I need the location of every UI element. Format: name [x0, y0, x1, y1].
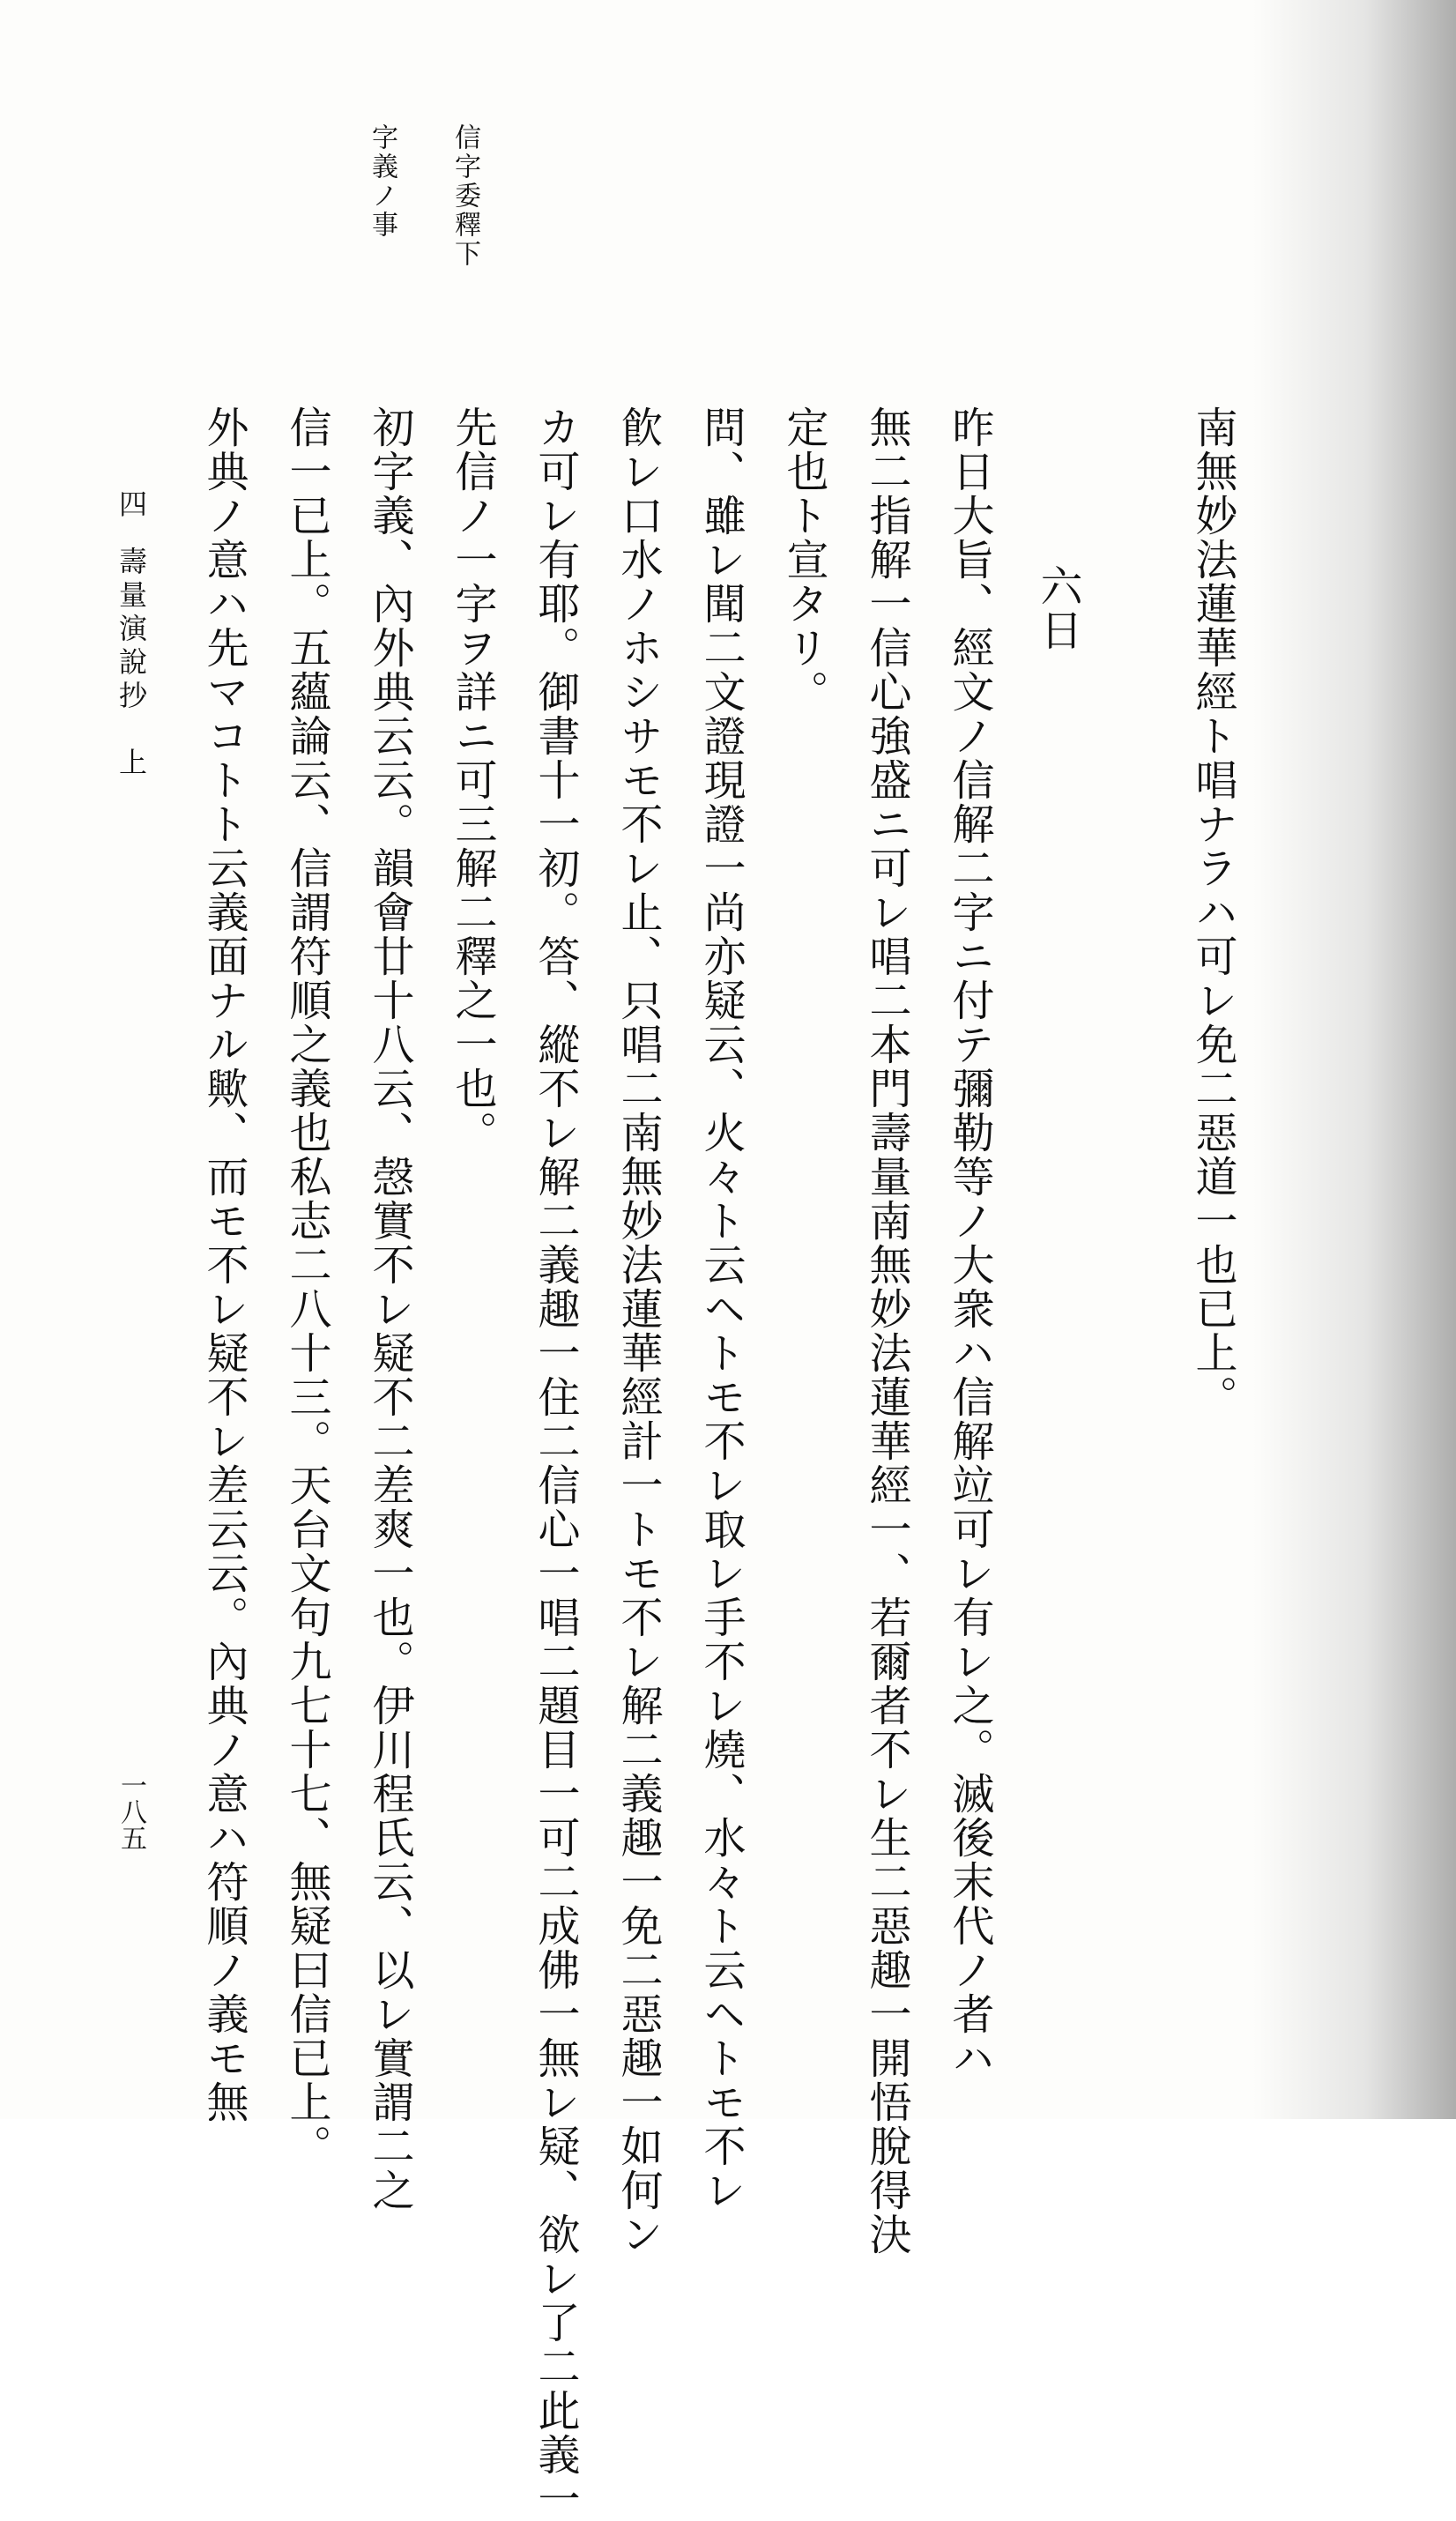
body-line: カ可レ有耶。御書十一初。答、縱不レ解二義趣一住二信心一唱二題目一可二成佛一無レ疑、欲レ了二此義一 — [531, 405, 580, 2521]
body-line: 先信ノ一字ヲ詳ニ可三解二釋之一也。 — [448, 405, 497, 1155]
body-line: 昨日大旨、經文ノ信解二字ニ付テ彌勒等ノ大衆ハ信解竝可レ有レ之。滅後末代ノ者ハ — [945, 405, 994, 2080]
side-note: 信字委釋下 — [449, 123, 480, 269]
day-heading: 六日 — [1033, 564, 1082, 652]
page-number: 一八五 — [115, 1772, 146, 1851]
body-line: 外典ノ意ハ先マコトト云義面ナル歟、而モ不レ疑不レ差云云。內典ノ意ハ符順ノ義モ無 — [199, 405, 249, 2124]
body-line: 問、雖レ聞二文證現證一尚亦疑云、火々ト云ヘトモ不レ取レ手不レ燒、水々ト云ヘトモ不レ — [696, 405, 746, 2212]
body-line: 飮レ口水ノホシサモ不レ止、只唱二南無妙法蓮華經計一トモ不レ解二義趣一免二惡趣一如何ン — [613, 405, 663, 2257]
title-line: 南無妙法蓮華經ト唱ナラハ可レ免二惡道一也已上。 — [1188, 405, 1237, 1419]
section-number: 四 — [115, 489, 148, 523]
book-title: 壽量演說抄 上 — [115, 547, 148, 781]
body-line: 初字義、內外典云云。韻會廿十八云、愨實不レ疑不二差爽一也。伊川程氏云、以レ實謂二之 — [365, 405, 414, 2212]
body-line: 信一已上。五蘊論云、信謂符順之義也私志二八十三。天台文句九七十七、無疑曰信已上。 — [282, 405, 331, 2168]
page-gutter-shading — [1253, 0, 1456, 2119]
side-note: 字義ノ事 — [367, 123, 397, 240]
body-line: 定也ト宣タリ。 — [779, 405, 828, 714]
body-line: 無二指解一信心強盛ニ可レ唱二本門壽量南無妙法蓮華經一、若爾者不レ生二惡趣一開悟脫得決 — [862, 405, 911, 2257]
